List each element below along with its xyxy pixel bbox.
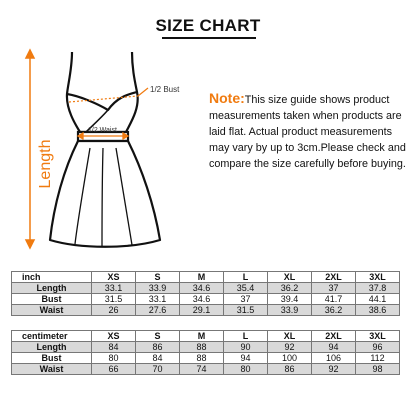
size-header: 3XL [356,331,400,342]
table-row [12,283,400,294]
size-header: S [136,272,180,283]
table-cell: 100 [268,353,312,364]
table-cell: 38.6 [356,305,400,316]
note-text: This size guide shows product measurements taken when products are laid flat. Actual product measurements may vary by up to 3cm.Please check and compare the size carefully before buying. [209,94,406,170]
size-header: M [180,331,224,342]
row-label: Waist [12,305,92,316]
row-label: Bust [12,353,92,364]
unit-label: inch [12,272,92,283]
row-label: Length [12,342,92,353]
table-cell: 33.1 [92,283,136,294]
table-cell: 31.5 [224,305,268,316]
table-cell: 31.5 [92,294,136,305]
table-row [12,294,400,305]
unit-label: centimeter [12,331,92,342]
table-header-row [12,331,400,342]
table-cell: 41.7 [312,294,356,305]
row-label: Length [12,283,92,294]
table-cell: 84 [136,353,180,364]
dress-straps [67,52,137,94]
table-cell: 37 [312,283,356,294]
table-cell: 34.6 [180,294,224,305]
table-cell: 96 [356,342,400,353]
table-cell: 33.9 [268,305,312,316]
table-row [12,342,400,353]
table-row [12,364,400,375]
row-label: Bust [12,294,92,305]
table-cell: 26 [92,305,136,316]
dress-bodice [67,92,138,132]
size-header: XL [268,331,312,342]
table-cell: 84 [92,342,136,353]
size-header: 2XL [312,272,356,283]
table-cell: 36.2 [268,283,312,294]
table-cell: 29.1 [180,305,224,316]
size-header: 3XL [356,272,400,283]
table-cell: 106 [312,353,356,364]
table-row [12,353,400,364]
table-cell: 37.8 [356,283,400,294]
table-cell: 94 [312,342,356,353]
length-arrow [26,50,34,248]
table-cell: 36.2 [312,305,356,316]
table-cell: 88 [180,342,224,353]
table-cell: 74 [180,364,224,375]
table-cell: 44.1 [356,294,400,305]
bust-label: 1/2 Bust [150,85,180,94]
table-cell: 70 [136,364,180,375]
size-header: 2XL [312,331,356,342]
row-label: Waist [12,364,92,375]
table-cell: 66 [92,364,136,375]
note-label: Note: [209,90,245,106]
table-cell: 90 [224,342,268,353]
dress-diagram [20,44,200,259]
table-cell: 98 [356,364,400,375]
table-cell: 34.6 [180,283,224,294]
length-label: Length [37,139,54,189]
table-cell: 27.6 [136,305,180,316]
table-cell: 92 [312,364,356,375]
table-cell: 92 [268,342,312,353]
table-cell: 80 [92,353,136,364]
table-cell: 39.4 [268,294,312,305]
waist-label: 1/2 Waist [88,127,117,134]
table-cell: 86 [268,364,312,375]
table-cell: 86 [136,342,180,353]
note-block [209,90,409,172]
table-cell: 37 [224,294,268,305]
table-cell: 33.1 [136,294,180,305]
table-cell: 35.4 [224,283,268,294]
table-row [12,305,400,316]
table-cell: 80 [224,364,268,375]
size-header: L [224,331,268,342]
table-header-row [12,272,400,283]
size-header: M [180,272,224,283]
page-title: SIZE CHART [155,16,261,35]
table-cell: 33.9 [136,283,180,294]
inch-size-table [11,271,400,316]
dress-skirt [50,141,160,247]
size-header: XS [92,331,136,342]
title-underline [162,37,256,39]
centimeter-size-table [11,330,400,375]
table-cell: 112 [356,353,400,364]
size-header: XS [92,272,136,283]
size-header: XL [268,272,312,283]
table-cell: 94 [224,353,268,364]
size-header: S [136,331,180,342]
table-cell: 88 [180,353,224,364]
size-header: L [224,272,268,283]
